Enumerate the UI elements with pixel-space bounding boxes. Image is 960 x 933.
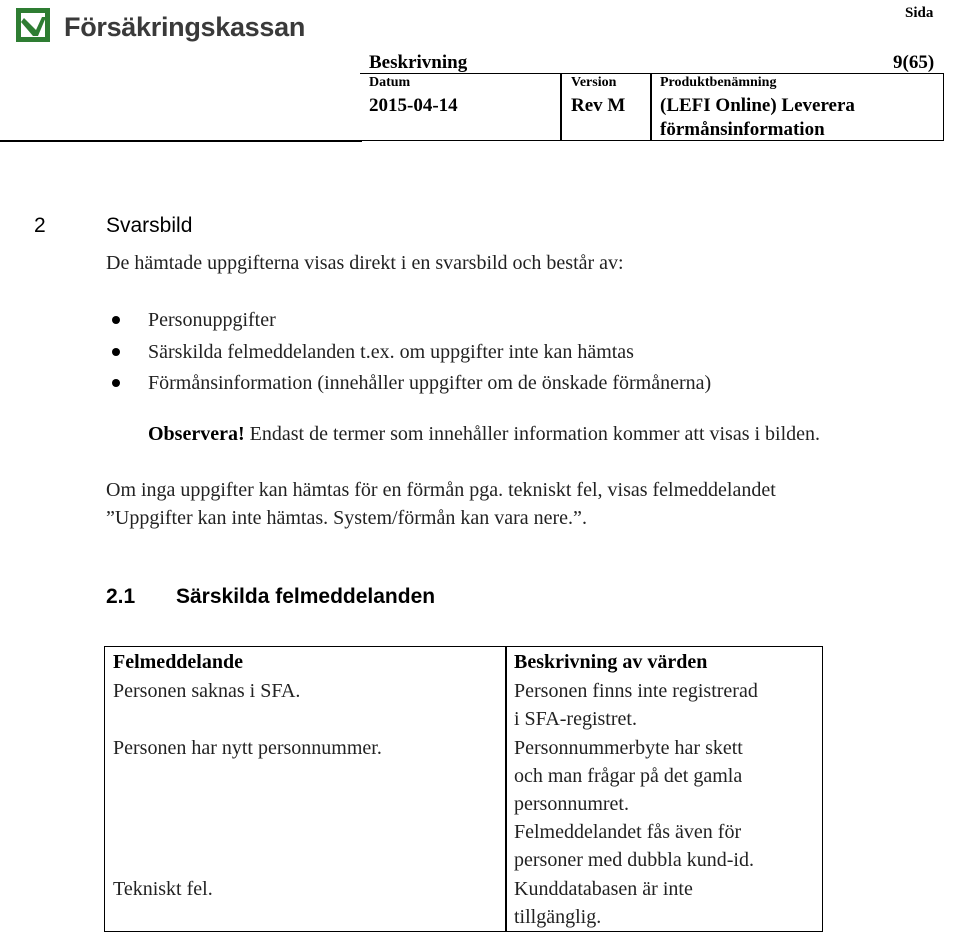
produkt-value-line2: förmånsinformation <box>660 119 825 140</box>
bullet-icon <box>112 348 120 356</box>
observera-label: Observera! <box>148 423 245 445</box>
table-header-description: Beskrivning av värden <box>514 651 708 673</box>
table-cell-description: Felmeddelandet fås även för <box>514 821 742 843</box>
list-item: Förmånsinformation (innehåller uppgifter om de önskade förmånerna) <box>112 368 711 400</box>
table-cell-description: tillgänglig. <box>514 906 602 928</box>
table-column-divider <box>505 646 507 932</box>
observera-note <box>148 423 820 446</box>
table-cell-message: Tekniskt fel. <box>113 878 213 900</box>
note-line-1: Om inga uppgifter kan hämtas för en förmån pga. tekniskt fel, visas felmeddelandet <box>106 479 776 501</box>
page-number: 9(65) <box>893 52 935 73</box>
header-divider <box>560 73 562 141</box>
section-title: Svarsbild <box>106 214 193 237</box>
note-line-2: ”Uppgifter kan inte hämtas. System/förmån kan vara nere.”. <box>106 507 587 529</box>
table-cell-message: Personen har nytt personnummer. <box>113 737 382 759</box>
table-cell-message: Personen saknas i SFA. <box>113 680 301 702</box>
list-item: Personuppgifter <box>112 305 711 337</box>
list-item: Särskilda felmeddelanden t.ex. om uppgifter inte kan hämtas <box>112 337 711 369</box>
table-cell-description: i SFA-registret. <box>514 708 637 730</box>
produkt-value-line1: (LEFI Online) Leverera <box>660 95 855 116</box>
section-number: 2 <box>34 214 46 237</box>
table-cell-description: Personen finns inte registrerad <box>514 680 758 702</box>
subsection-number: 2.1 <box>106 585 136 608</box>
subsection-heading <box>106 585 435 609</box>
datum-label: Datum <box>369 75 411 90</box>
table-cell-description: Personnummerbyte har skett <box>514 737 743 759</box>
bullet-list <box>112 305 711 400</box>
produkt-label: Produktbenämning <box>660 75 777 90</box>
bullet-icon <box>112 379 120 387</box>
section-intro: De hämtade uppgifterna visas direkt i en svarsbild och består av: <box>106 252 624 274</box>
table-header-message: Felmeddelande <box>113 651 243 673</box>
version-label: Version <box>571 75 617 90</box>
header-divider <box>650 73 652 141</box>
logo-icon <box>16 8 50 42</box>
table-cell-description: personer med dubbla kund-id. <box>514 849 754 871</box>
section-heading <box>34 214 192 238</box>
observera-text: Endast de termer som innehåller information kommer att visas i bilden. <box>244 423 821 445</box>
subsection-title: Särskilda felmeddelanden <box>176 585 436 608</box>
document-title: Beskrivning <box>369 52 468 73</box>
table-cell-description: och man frågar på det gamla <box>514 765 743 787</box>
sida-label: Sida <box>905 5 934 21</box>
table-cell-description: personnumret. <box>514 793 629 815</box>
header-rule <box>0 140 362 142</box>
logo-wordmark: Försäkringskassan <box>64 12 306 42</box>
table-cell-description: Kunddatabasen är inte <box>514 878 693 900</box>
version-value: Rev M <box>571 95 626 116</box>
datum-value: 2015-04-14 <box>369 95 458 116</box>
bullet-icon <box>112 316 120 324</box>
